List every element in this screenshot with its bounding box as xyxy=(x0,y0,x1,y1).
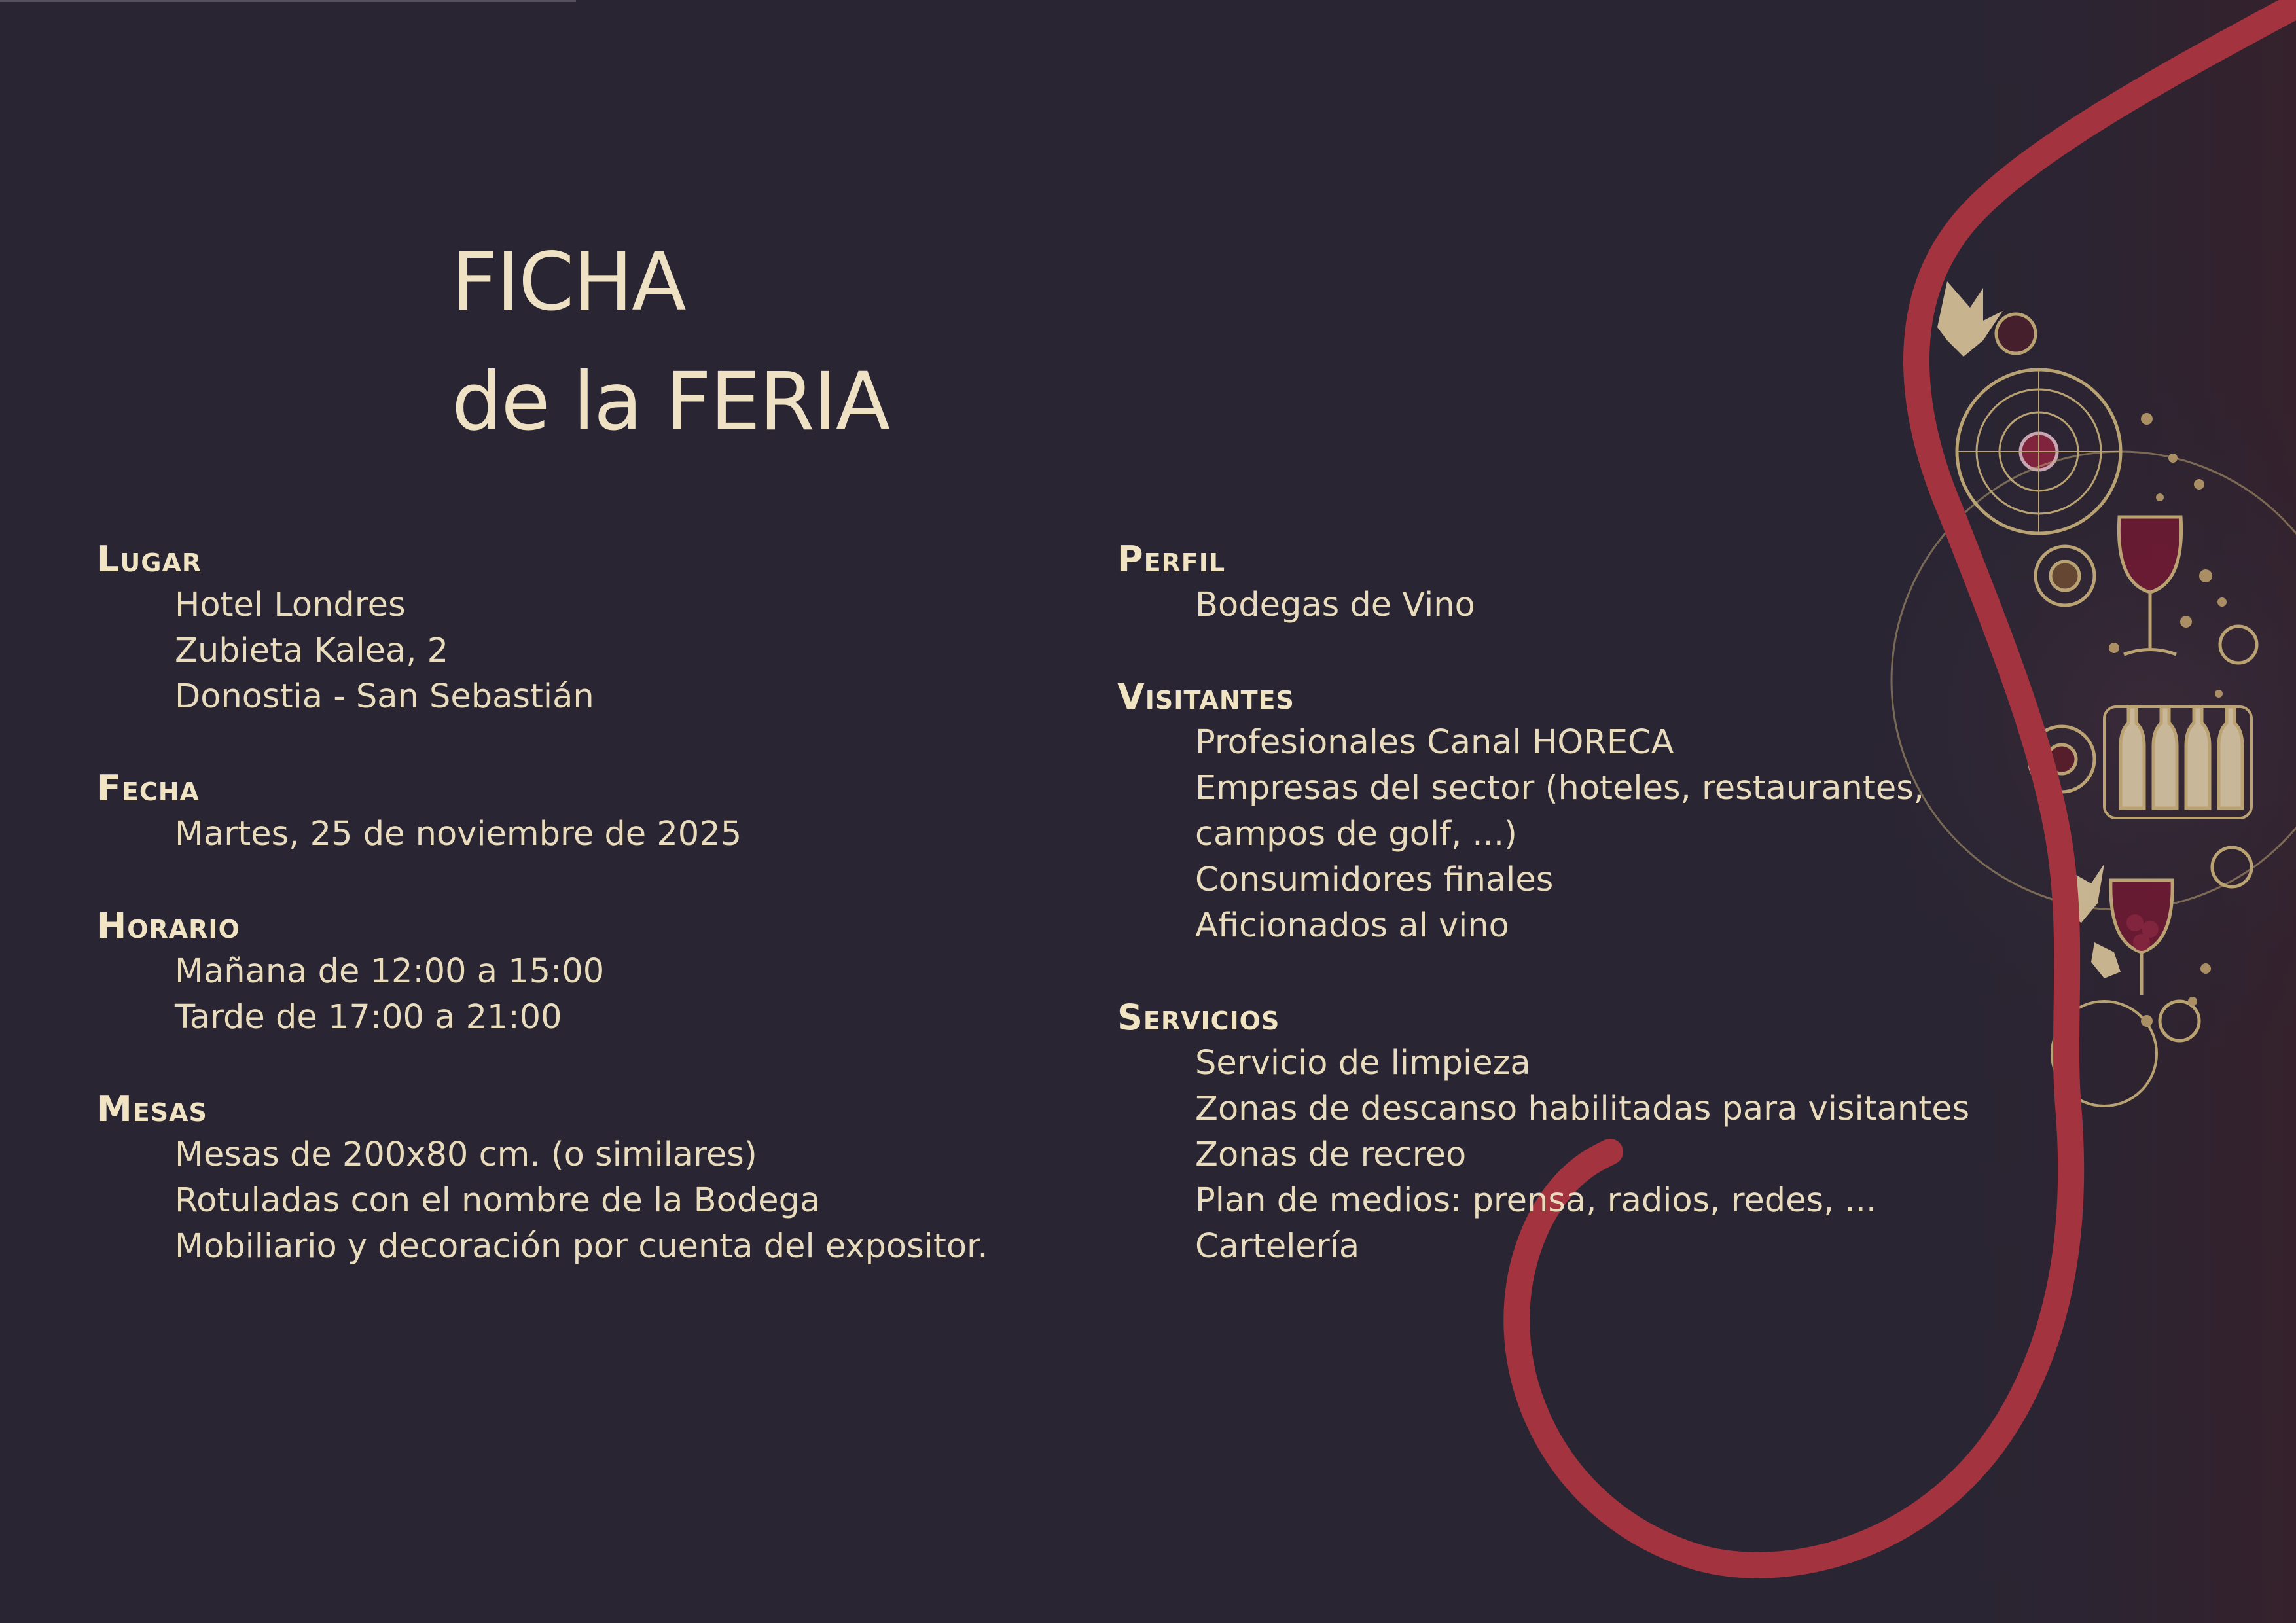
wine-barrel-icon xyxy=(1957,370,2121,533)
list-item: Aficionados al vino xyxy=(1195,906,1509,945)
list-item: Servicio de limpieza xyxy=(1195,1044,1531,1082)
list-item: Mesas de 200x80 cm. (o similares) xyxy=(175,1135,757,1174)
list-item: Profesionales Canal HORECA xyxy=(1195,723,1674,762)
list-item: Zonas de descanso habilitadas para visitantes xyxy=(1195,1090,1970,1128)
section-servicios xyxy=(1117,995,2047,1270)
section-heading: Lugar xyxy=(97,539,202,580)
title-line-2: de la FERIA xyxy=(452,355,889,448)
title-line-1: FICHA xyxy=(452,236,685,329)
left-column xyxy=(97,537,1039,1315)
list-item: Mobiliario y decoración por cuenta del expositor. xyxy=(175,1227,988,1266)
list-item: Empresas del sector (hoteles, restaurantes, xyxy=(1195,769,1925,808)
list-item: Mañana de 12:00 a 15:00 xyxy=(175,952,605,991)
list-item: Rotuladas con el nombre de la Bodega xyxy=(175,1181,821,1220)
section-heading: Fecha xyxy=(97,768,200,809)
section-items xyxy=(1117,1041,2047,1270)
list-item: Zonas de recreo xyxy=(1195,1135,1467,1174)
list-item: Bodegas de Vino xyxy=(1195,586,1475,624)
list-item: Zubieta Kalea, 2 xyxy=(175,632,449,670)
section-lugar xyxy=(97,537,1039,720)
section-items xyxy=(1117,582,2047,628)
list-item: Consumidores finales xyxy=(1195,861,1554,899)
section-visitantes xyxy=(1117,674,2047,949)
list-item: Donostia - San Sebastián xyxy=(175,677,594,716)
section-items xyxy=(97,949,1039,1041)
list-item: Martes, 25 de noviembre de 2025 xyxy=(175,815,742,853)
section-heading: Perfil xyxy=(1117,539,1226,580)
section-heading: Visitantes xyxy=(1117,676,1295,717)
section-items xyxy=(97,812,1039,857)
list-item: Cartelería xyxy=(1195,1227,1360,1266)
page-title xyxy=(452,223,889,462)
section-heading: Servicios xyxy=(1117,997,1280,1038)
list-item: Tarde de 17:00 a 21:00 xyxy=(175,998,562,1037)
section-horario xyxy=(97,903,1039,1041)
section-items xyxy=(97,1132,1039,1270)
section-heading: Mesas xyxy=(97,1088,207,1130)
section-mesas xyxy=(97,1086,1039,1270)
list-item: Hotel Londres xyxy=(175,586,406,624)
right-column xyxy=(1117,537,2047,1315)
list-item: campos de golf, ...) xyxy=(1195,815,1517,853)
section-items xyxy=(97,582,1039,720)
section-items xyxy=(1117,720,2047,949)
section-fecha xyxy=(97,766,1039,857)
section-perfil xyxy=(1117,537,2047,628)
list-item: Plan de medios: prensa, radios, redes, ... xyxy=(1195,1181,1877,1220)
section-heading: Horario xyxy=(97,905,240,946)
